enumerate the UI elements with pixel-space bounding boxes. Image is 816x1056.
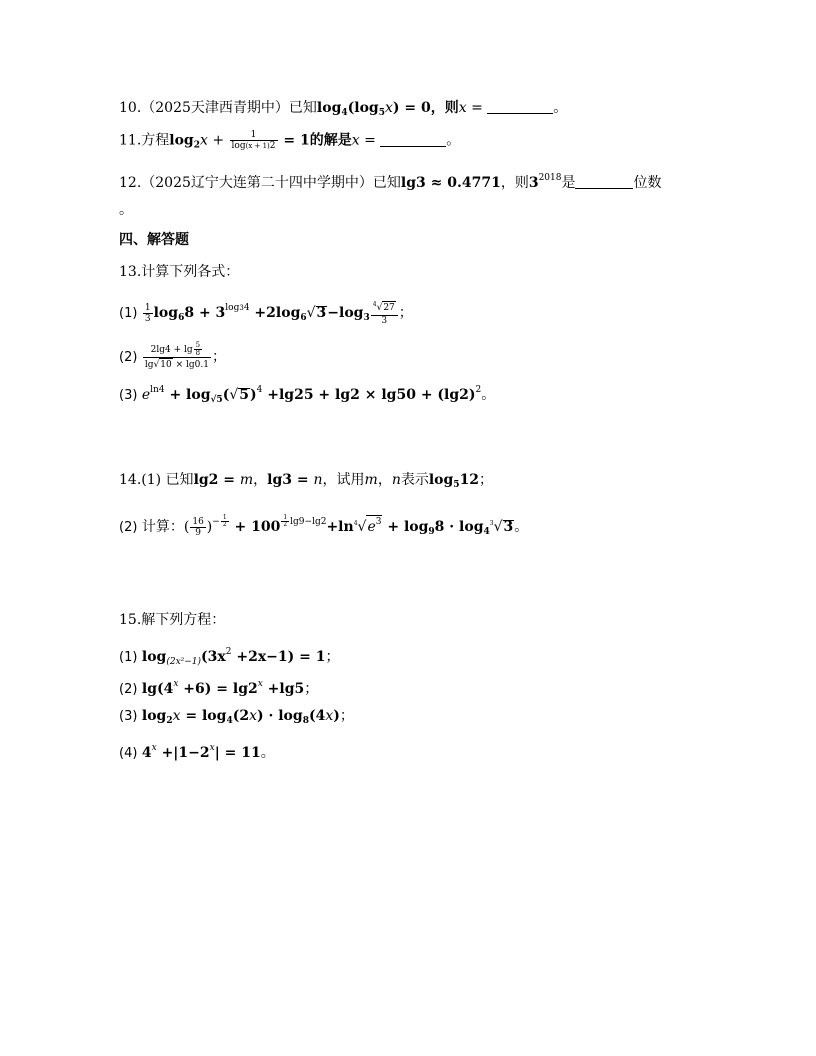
q14-p1-text-3: ，试用 [322,472,365,488]
q13-p2-den: lg√10 × lg0.1 [143,357,211,372]
q10-inner-base: 5 [378,108,385,118]
q14-p1-expr-3-arg: 12 [459,472,480,488]
q11-frac-den [230,140,278,151]
q14-p2-log-b-root-index: 3 [489,520,494,527]
q15-p3-log-c: ) · log [256,708,303,724]
section-title: 四、解答题 [119,232,189,248]
q13-p3-end: 。 [481,387,496,403]
q15-p1-label: (1) [119,650,138,665]
q13-p1-log-b-base: 6 [300,313,307,323]
question-15-part-1 [119,642,340,672]
q15-p2-rhs-exp: x [257,679,263,689]
q10-suffix: 。 [553,100,568,116]
q14-p2-log-b-base: 4 [483,527,490,537]
q15-p4-label: (4) [119,746,138,761]
q13-p1-frac-den: 3 [144,313,151,324]
q13-p3-close: ) [250,387,257,403]
q12-mid: ，则 [500,175,529,191]
q11-plus: + [207,132,229,149]
q11-frac-den-log: log [231,141,246,151]
q14-p2-log-a: + log [382,519,429,535]
q15-p2-label: (2) [119,682,138,697]
q13-p1-log-b: +2log [249,305,301,321]
q10-var: x [384,100,393,116]
q14-p2-ln: +ln [326,519,354,535]
q14-p2-exp-sign: − [212,517,220,527]
q13-p1-exp-log: log [225,303,240,313]
q13-p2-num-text: 2lg4 + lg [150,345,193,355]
q10-log-base: 4 [341,108,348,118]
q10-x: x [458,100,467,116]
question-15-part-2 [119,674,318,700]
q13-p1-log-c: −log [327,305,364,321]
q12-power-exp: 2018 [538,173,562,183]
q11-log-base: 2 [193,140,200,151]
q14-p2-radicand [366,515,382,534]
question-13-part-2 [119,342,226,372]
q14-p1-m-2: m [364,472,378,488]
q15-p3-log-b-base: 4 [226,716,233,726]
question-11 [119,130,460,156]
q14-p1-text-2: ， [253,472,268,488]
q15-p4-base-exp: x [151,743,157,753]
question-12 [119,168,661,193]
q13-p1-fraction [143,303,153,324]
q14-p1-expr-3-base: 5 [453,480,460,490]
q13-p1-log-c-radicand: 27 [383,303,395,313]
q14-p2-exp-fraction [221,515,229,528]
q14-p2-exp-den: 2 [222,521,227,528]
q15-p4-end: 。 [260,745,275,761]
q15-p1-rest: +2x−1) = 1 [231,649,326,665]
q13-p2-fraction [143,342,211,372]
q15-p3-log-a: log [141,708,167,724]
q13-p1-exponent [225,303,249,313]
q14-p2-frac-den: 9 [190,527,205,538]
q12-power-base: 3 [528,175,539,191]
q10-prefix: 10.（2025天津西青期中）已知 [119,100,317,116]
q11-log: log [169,132,194,149]
q14-p2-root-index: 4 [353,520,358,527]
q11-suffix: 。 [446,132,461,149]
q14-p1-n: n [313,472,323,488]
question-13-title [119,262,239,282]
question-13-part-3: (3) $e^{ln4} + \log_{√5}(√5)^4 +\lg 25 + \lg 2 \times \lg 50 + (\lg 2)^2$。 [119,385,496,405]
q15-title: 15.解下列方程： [119,612,226,628]
q14-p2-radicand-e: e [367,519,376,535]
q14-p1-expr-1: lg2 = [193,472,240,488]
q14-p2-frac-num: 16 [192,516,204,527]
q14-p1-label: 14.(1) [119,472,162,488]
q15-p2-lhs-exp: x [173,679,179,689]
q15-p3-log-b: = log [180,708,227,724]
q15-p1-arg-exp: 2 [225,647,232,657]
q10-eq: = [466,100,488,116]
q15-p3-label: (3) [119,709,138,724]
q14-p2-hundred-exp [280,514,327,528]
q14-p1-n-2: n [391,472,401,488]
q13-p1-label: (1) [119,306,138,321]
q11-prefix: 11.方程 [119,132,170,149]
q13-p1-log-c-den: 3 [371,315,398,326]
q12-continuation-mark: 。 [119,202,133,218]
question-15-part-3 [119,706,354,731]
q15-p3-end: ； [339,708,354,724]
q12-expr: lg3 ≈ 0.4771 [400,175,501,191]
question-15-title [119,610,225,630]
q13-p2-num [143,342,211,357]
q15-p1-log: log [141,649,167,665]
q13-p3-power: 4 [256,385,263,395]
q13-p1-log-a: log [153,305,179,321]
q12-after: 是 [561,175,576,191]
q13-p2-den-lg: lg [144,360,154,370]
q15-p2-rhs: +lg5 [262,681,305,697]
q14-p1-end: ； [479,472,494,488]
q14-p2-radicand-exp: 3 [375,517,382,527]
q13-p3-e-exp: ln4 [150,385,165,395]
q11-rest: = 1的解是 [278,132,352,149]
q15-p3-log-a-base: 2 [166,716,173,726]
q15-p3-var-c: x [325,708,334,724]
q15-p4-tail: | = 11 [214,745,261,761]
q13-p3-rest-exp: 2 [475,385,482,395]
q10-rest: ) = 0，则 [392,100,459,116]
q13-p2-den-radicand: 10 [160,360,172,370]
q14-p2-end: 。 [514,519,529,535]
q10-inner-log: (log [347,100,379,116]
q15-p2-end: ； [304,681,319,697]
q11-var: x [199,132,208,149]
q14-p1-expr-3: log [428,472,454,488]
q11-frac-den-sub: (x + 1) [245,142,270,150]
q13-p3-e: e [141,387,151,403]
q14-p2-hundred-exp-num: 1 [283,514,288,521]
q14-p2-hundred: + 100 [229,519,281,535]
q11-fraction [230,130,278,151]
q15-p2-lhs: lg(4 [141,681,174,697]
q12-prefix: 12.（2025辽宁大连第二十四中学期中）已知 [119,175,401,191]
q11-x: x [351,132,360,149]
q15-p4-base: 4 [141,745,152,761]
q14-p1-text-1: 已知 [165,472,194,488]
q13-p1-frac-num: 1 [144,302,151,313]
q13-p3-label: (3) [119,388,138,403]
q14-p1-text-5: 表示 [400,472,429,488]
q15-p3-log-c-arg: (4 [308,708,326,724]
q15-p3-var-b: x [249,708,257,724]
q13-p2-num-frac-den: 8 [195,349,201,357]
q14-p1-m: m [239,472,254,488]
q10-log: log [316,100,342,116]
q11-eq: = [359,132,381,149]
q15-p2-mid: +6) = lg2 [178,681,258,697]
q11-frac-den-tail: 2 [269,141,276,151]
q13-p1-log-a-base: 6 [178,313,185,323]
q13-p3-log: + log [164,387,211,403]
question-15-part-4 [119,738,275,764]
q12-tail: 位数 [633,175,662,191]
q15-p3-var-a: x [172,708,181,724]
q13-p1-log-a-arg: 8 + 3 [184,305,226,321]
q13-p3-radicand: 5 [239,387,249,403]
q13-p3-log-base: √5 [210,395,223,405]
q13-p3-open: ( [222,387,230,403]
q13-p2-den-tail: × lg0.1 [172,360,209,370]
q13-p2-label: (2) [119,350,138,365]
q14-p1-expr-2: lg3 = [267,472,314,488]
q13-title: 13.计算下列各式： [119,264,240,280]
q14-p2-log-a-arg: 8 · log [434,519,484,535]
q13-p1-end: ； [398,305,413,321]
q14-p2-fraction [190,517,205,538]
q15-p4-abs-exp: x [209,743,215,753]
q14-p2-exponent [212,514,229,528]
q13-p1-log-c-num: $^4$√27 [372,301,395,313]
question-10 [119,98,567,123]
q14-p2-log-a-base: 9 [428,527,435,537]
q13-p2-num-fraction [194,342,202,357]
q14-p2-text-1: 计算： [141,519,184,535]
q15-p3-close: ) [333,708,340,724]
q15-p4-abs: +|1−2 [156,745,210,761]
q13-p1-exp-arg: 4 [243,303,250,313]
q14-p2-label: (2) [119,520,138,535]
question-14-part-2: (2) 计算：( $\frac{16}{9}$ )$^{- \frac{1}{2}}$ + 100 $^{\frac{1}{2} lg9-lg2}+\ln^4√e^3 + \log_98 \cdot \log_4^3√3$。 [119,514,529,538]
q13-p1-log-c-base: 3 [363,313,370,323]
q11-frac-num: 1 [250,130,257,140]
q10-answer-blank [487,99,553,114]
question-13-part-1: (1) $\frac{1}{3}$ $\log_68 + 3^{log34} +2\log_6√3-\log_3$ $\frac{^4√27}{3}$ ； [119,301,413,326]
q13-p1-exp-sub: 3 [239,304,244,312]
question-12-continuation [119,200,133,220]
q14-p2-log-b-radicand: 3 [503,519,514,535]
q15-p3-log-b-arg: (2 [232,708,250,724]
q13-p2-num-frac-num: 5 [195,341,201,349]
q13-p2-end: ； [211,349,226,365]
q14-p2-exp-num: 1 [222,514,227,521]
q14-p2-hundred-exp-tail: lg9−lg2 [290,517,327,527]
q14-p1-text-4: ， [377,472,392,488]
q15-p3-log-c-base: 8 [302,716,309,726]
question-14-part-1 [119,470,493,495]
q15-p1-end: ； [325,649,340,665]
q12-answer-blank [575,174,633,189]
q15-p1-log-base: (2x²−1) [166,657,202,667]
q13-p1-log-c-root-index: 4 [372,301,377,308]
q11-answer-blank [380,132,446,147]
section-heading [119,230,189,250]
q13-p3-rest: +lg25 + lg2 × lg50 + (lg2) [262,387,476,403]
q15-p1-arg: (3x [201,649,226,665]
q13-p1-log-b-radicand: 3 [316,305,327,321]
q13-p1-log-c-fraction [371,300,398,326]
q14-p2-hundred-exp-fraction [281,515,289,528]
q14-p2-hundred-exp-den: 2 [283,521,288,528]
